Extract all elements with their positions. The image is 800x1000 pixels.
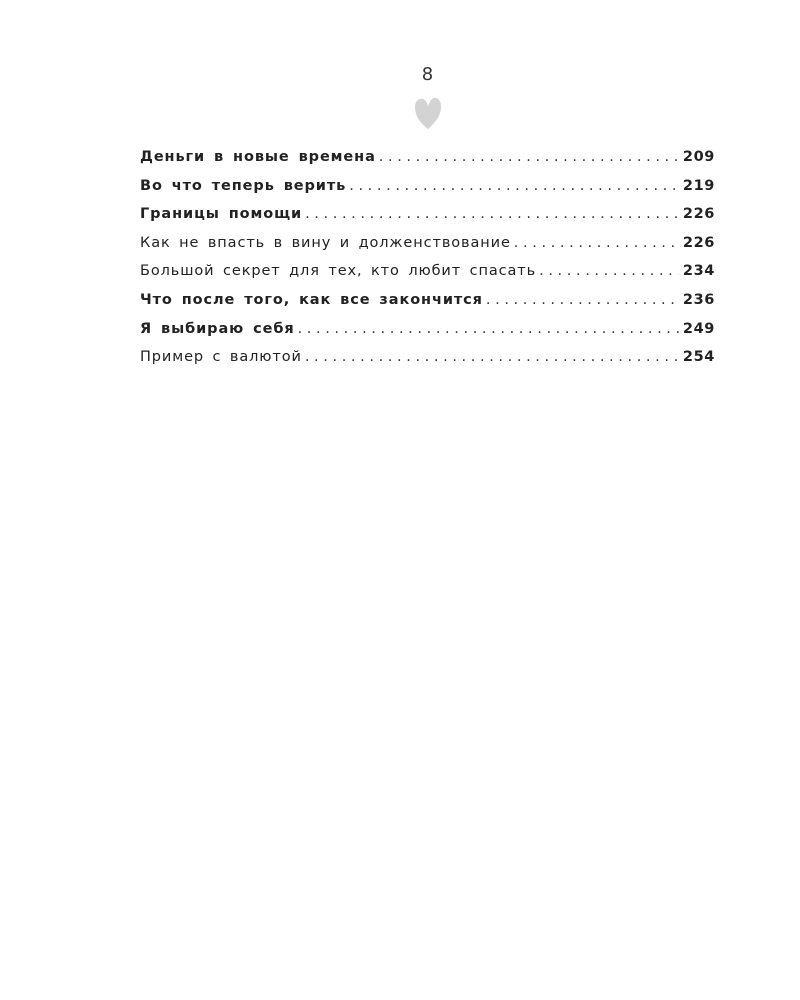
toc-entry-page: 236 bbox=[682, 291, 715, 308]
toc-entry[interactable] bbox=[140, 235, 715, 264]
dot-leader bbox=[298, 321, 679, 338]
toc-entry-title: Границы помощи bbox=[140, 206, 303, 223]
toc-entry-page: 234 bbox=[682, 263, 715, 280]
toc-entry-title: Я выбираю себя bbox=[140, 320, 295, 337]
toc-entry-page: 226 bbox=[682, 206, 715, 223]
toc-entry-page: 249 bbox=[682, 320, 715, 337]
heart-icon bbox=[414, 96, 442, 130]
toc-entry[interactable] bbox=[140, 321, 715, 350]
dot-leader bbox=[349, 178, 679, 195]
toc-entry[interactable] bbox=[140, 263, 715, 292]
toc-entry-title: Как не впасть в вину и долженствование bbox=[140, 234, 511, 251]
toc-entry[interactable] bbox=[140, 292, 715, 321]
toc-entry-page: 254 bbox=[682, 349, 715, 366]
toc-entry[interactable] bbox=[140, 178, 715, 207]
toc-entry[interactable] bbox=[140, 149, 715, 178]
dot-leader bbox=[539, 263, 679, 280]
dot-leader bbox=[514, 235, 679, 252]
toc-entry-title: Что после того, как все закончится bbox=[140, 291, 483, 308]
dot-leader bbox=[379, 149, 679, 166]
toc-entry-page: 209 bbox=[682, 149, 715, 165]
dot-leader bbox=[305, 206, 679, 223]
dot-leader bbox=[486, 292, 679, 309]
toc-entry-title: Пример с валютой bbox=[140, 349, 302, 366]
toc-entry[interactable] bbox=[140, 206, 715, 235]
toc-entry-page: 226 bbox=[682, 234, 715, 251]
toc-entry-title: Большой секрет для тех, кто любит спасать bbox=[140, 263, 537, 280]
dot-leader bbox=[305, 349, 679, 366]
toc-entry[interactable] bbox=[140, 349, 715, 378]
toc-entry-page: 219 bbox=[682, 177, 715, 194]
toc-entry-title: Деньги в новые времена bbox=[140, 149, 376, 165]
toc-entry-title: Во что теперь верить bbox=[140, 177, 347, 194]
page-number: 8 bbox=[421, 64, 435, 85]
table-of-contents bbox=[140, 149, 715, 378]
